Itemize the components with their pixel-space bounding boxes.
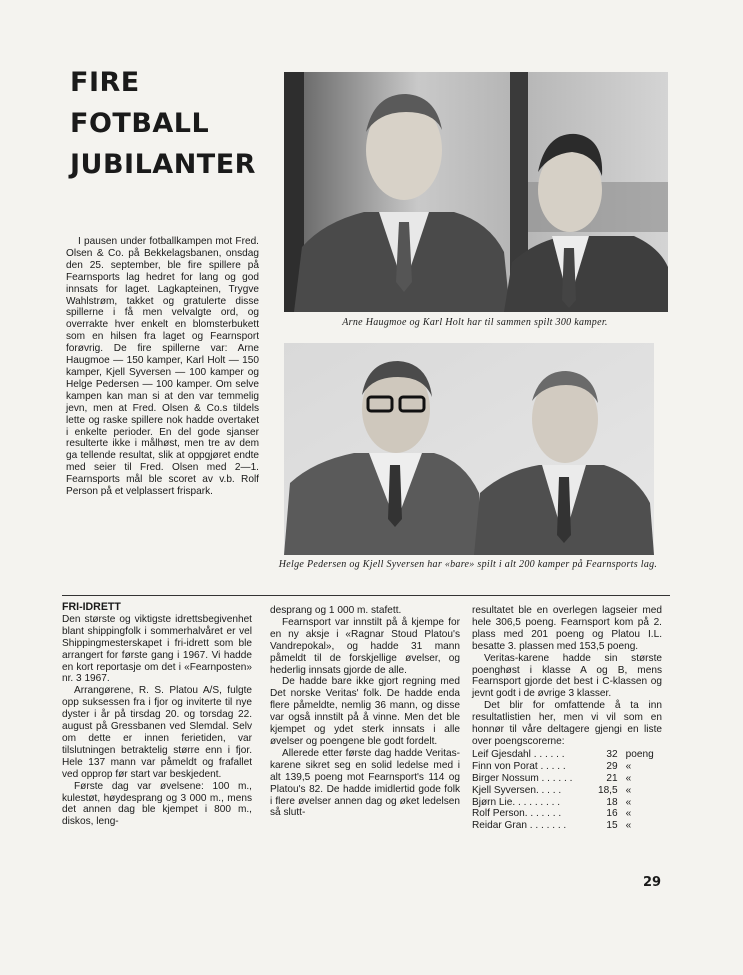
article-column-2 [270,605,460,819]
scorer-unit: « [625,772,632,784]
scorer-unit: « [625,784,632,796]
section-divider [62,595,670,596]
page-number: 29 [643,875,662,890]
scorer-points: 18,5 [597,784,618,796]
list-item [472,808,662,820]
photo-haugmoe-holt [284,72,668,312]
scorer-name: Kjell Syversen. . . . . [472,784,562,796]
list-item [472,761,662,773]
paragraph: Første dag var øvelsene: 100 m., kulestøt, høydesprang og 3 000 m., mens det annen dag ble kjempet i 800 m., diskos, leng- [62,780,252,828]
list-item [472,773,662,785]
photo-caption-1: Arne Haugmoe og Karl Holt har til sammen spilt 300 kamper. [342,317,608,328]
scorer-points: 32 [606,748,618,760]
scorer-points: 21 [606,772,618,784]
paragraph: Veritas-karene hadde sin største poenghøst i klasse A og B, mens Fearnsport gjorde det best i C-klassen og jevnt godt i de øvrige 3 klasser. [472,652,662,700]
paragraph: Den største og viktigste idrettsbegivenhet blant shippingfolk i sommerhalvåret er vel Shippingmesterskapet i fri-idrett som ble arrangert for første gang i 1967. Vi hadde en kort reportasje om det i «Fearnposten» nr. 3 1967. [62,613,252,685]
article-column-1 [62,602,252,828]
scorer-points: 29 [606,760,618,772]
scorer-unit: poeng [625,748,654,760]
scorer-unit: « [625,820,632,832]
intro-paragraph: I pausen under fotballkampen mot Fred. Olsen & Co. på Bekkelagsbanen, onsdag den 25. september, ble fire spillere på Fearnsports lag hedret for lang og god innsats for laget. Lagkapteinen, Trygve Wahlstrøm, takket og gratulerte disse spillerne i få men velvalgte ord, og overrakte hver enkelt en blomsterbukett som en hilsen fra laget og Fearnsport forøvrig. De fire spillerne var: Arne Haugmoe — 150 kamper, Karl Holt — 150 kamper, Kjell Syversen — 100 kamper og Helge Pedersen — 100 kamper. Om selve kampen kan man si at den var temmelig jevn, men at Fred. Olsen & Co.s tildels lette og raske spillere nok hadde overtaket i enkelte perioder. En del gode sjanser resulterte ikke i målhøst, men tre av dem ga tellende resultat, slik at oppgjøret endte med seier til Fred. Olsen med 2—1. Fearnsports mål ble scoret av v.b. Rolf Person på et velplassert frispark. [66,236,259,498]
scorer-points: 16 [606,808,618,820]
scorer-name: Birger Nossum . . . . . . [472,772,573,784]
scorer-points: 18 [606,796,618,808]
paragraph: desprang og 1 000 m. stafett. [270,605,402,616]
paragraph: Fearnsport var innstilt på å kjempe for en ny aksje i «Ragnar Stoud Platou's Vandrepokal», og hadde 31 mann påmeldt til de forskjellige øvelser, og hederlig innsats gjorde de alle. [270,616,460,676]
scorer-unit: « [625,808,632,820]
score-list [472,749,662,832]
headline [70,62,270,185]
scorer-unit: « [625,760,632,772]
photo-pedersen-syversen [284,343,654,555]
headline-line-1: FIRE [70,67,140,98]
scorer-points: 15 [606,820,618,832]
list-item [472,797,662,809]
paragraph: Arrangørene, R. S. Platou A/S, fulgte opp suksessen fra i fjor og inviterte til nye dyster i år på tirsdag 20. og torsdag 22. august på Gressbanen ved Slemdal. Selv om dette er innen ferietiden, var tilslutningen betraktelig større enn i fjor. Hele 137 mann var påmeldt og frafallet ved opprop før start var beskjedent. [62,685,252,780]
paragraph: Allerede etter første dag hadde Veritas-karene sikret seg en solid ledelse med i alt 139,5 poeng mot Fearnsport's 114 og Platou's 82. De hadde imidlertid gode folk i flere øvelser annen dag og øket ledelsen så slutt- [270,747,460,819]
scorer-name: Rolf Person. . . . . . . [472,808,562,820]
paragraph: De hadde bare ikke gjort regning med Det norske Veritas' folk. De hadde enda flere påmeldte, nemlig 36 mann, og disse var også innstilt på å vinne. Men det ble kjempet og ydet sterk innsats i alle øvelser og poengene ble godt fordelt. [270,676,460,747]
section-title: FRI-IDRETT [62,601,121,613]
headline-line-2: FOTBALL [70,108,210,139]
paragraph: resultatet ble en overlegen lagseier med hele 306,5 poeng. Fearnsport kom på 2. plass med 201 poeng og Platou I.L. besatte 3. plassen med 153,5 poeng. [472,605,662,652]
headline-line-3: JUBILANTER [70,149,256,180]
paragraph: Det blir for omfattende å ta inn resultatlistien her, men vi vil som en honnør til våre deltagere gjengi en liste over poengscorerne: [472,700,662,747]
scorer-name: Reidar Gran . . . . . . . [472,820,567,832]
list-item [472,785,662,797]
scorer-unit: « [625,796,632,808]
photo-caption-2: Helge Pedersen og Kjell Syversen har «bare» spilt i alt 200 kamper på Fearnsports lag. [278,559,658,570]
scorer-name: Bjørn Lie. . . . . . . . . [472,796,561,808]
scorer-name: Finn von Porat . . . . . [472,760,566,772]
article-column-3 [472,605,662,832]
list-item [472,749,662,761]
list-item [472,820,662,832]
scorer-name: Leif Gjesdahl . . . . . . [472,748,565,760]
